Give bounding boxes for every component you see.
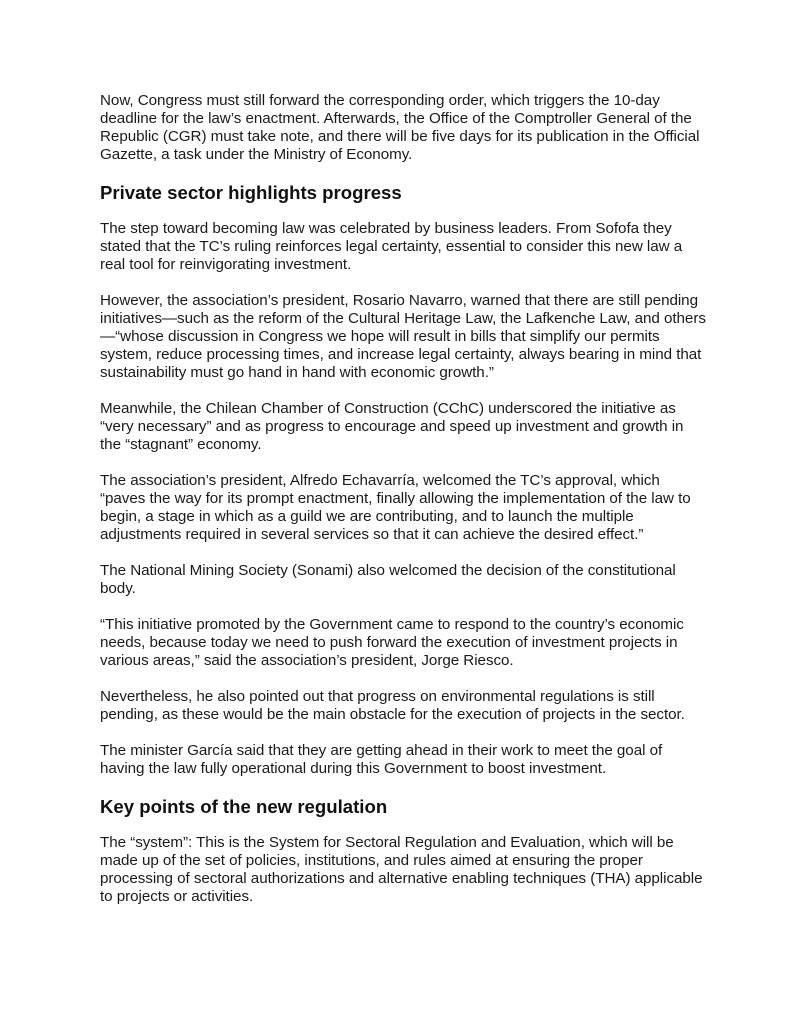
paragraph: The National Mining Society (Sonami) also welcomed the decision of the constitutional body. [100, 562, 676, 597]
paragraph-intro: Now, Congress must still forward the corresponding order, which triggers the 10-day deadline for the law’s enactment. Afterwards, the Office of the Comptroller General of the Republic (CGR) must take note, and there will be five days for its publication in the Official Gazette, a task under the Ministry of Economy. [100, 92, 700, 163]
paragraph: Meanwhile, the Chilean Chamber of Construction (CChC) underscored the initiative as “very necessary” and as progress to encourage and speed up investment and growth in the “stagnant” economy. [100, 400, 684, 453]
document-page [100, 92, 706, 924]
paragraph: “This initiative promoted by the Government came to respond to the country’s economic needs, because today we need to push forward the execution of investment projects in various areas,” said the association’s president, Jorge Riesco. [100, 616, 684, 669]
paragraph: The minister García said that they are getting ahead in their work to meet the goal of having the law fully operational during this Government to boost investment. [100, 742, 663, 777]
paragraph: The association’s president, Alfredo Echavarría, welcomed the TC’s approval, which “paves the way for its prompt enactment, finally allowing the implementation of the law to begin, a stage in which as a guild we are contributing, and to launch the multiple adjustments required in several services so that it can achieve the desired effect.” [100, 472, 691, 543]
paragraph: The step toward becoming law was celebrated by business leaders. From Sofofa they stated that the TC’s ruling reinforces legal certainty, essential to consider this new law a real tool for reinvigorating investment. [100, 220, 683, 273]
section-heading-key-points: Key points of the new regulation [100, 796, 388, 817]
section-heading-private-sector: Private sector highlights progress [100, 182, 402, 203]
paragraph: The “system”: This is the System for Sectoral Regulation and Evaluation, which will be made up of the set of policies, institutions, and rules aimed at ensuring the proper processing of sectoral authorizations and alternative enabling techniques (THA) applicable to projects or activities. [100, 834, 703, 905]
paragraph: However, the association’s president, Rosario Navarro, warned that there are still pending initiatives—such as the reform of the Cultural Heritage Law, the Lafkenche Law, and others—“whose discussion in Congress we hope will result in bills that simplify our permits system, reduce processing times, and increase legal certainty, always bearing in mind that sustainability must go hand in hand with economic growth.” [100, 292, 706, 381]
paragraph: Nevertheless, he also pointed out that progress on environmental regulations is still pending, as these would be the main obstacle for the execution of projects in the sector. [100, 688, 685, 723]
